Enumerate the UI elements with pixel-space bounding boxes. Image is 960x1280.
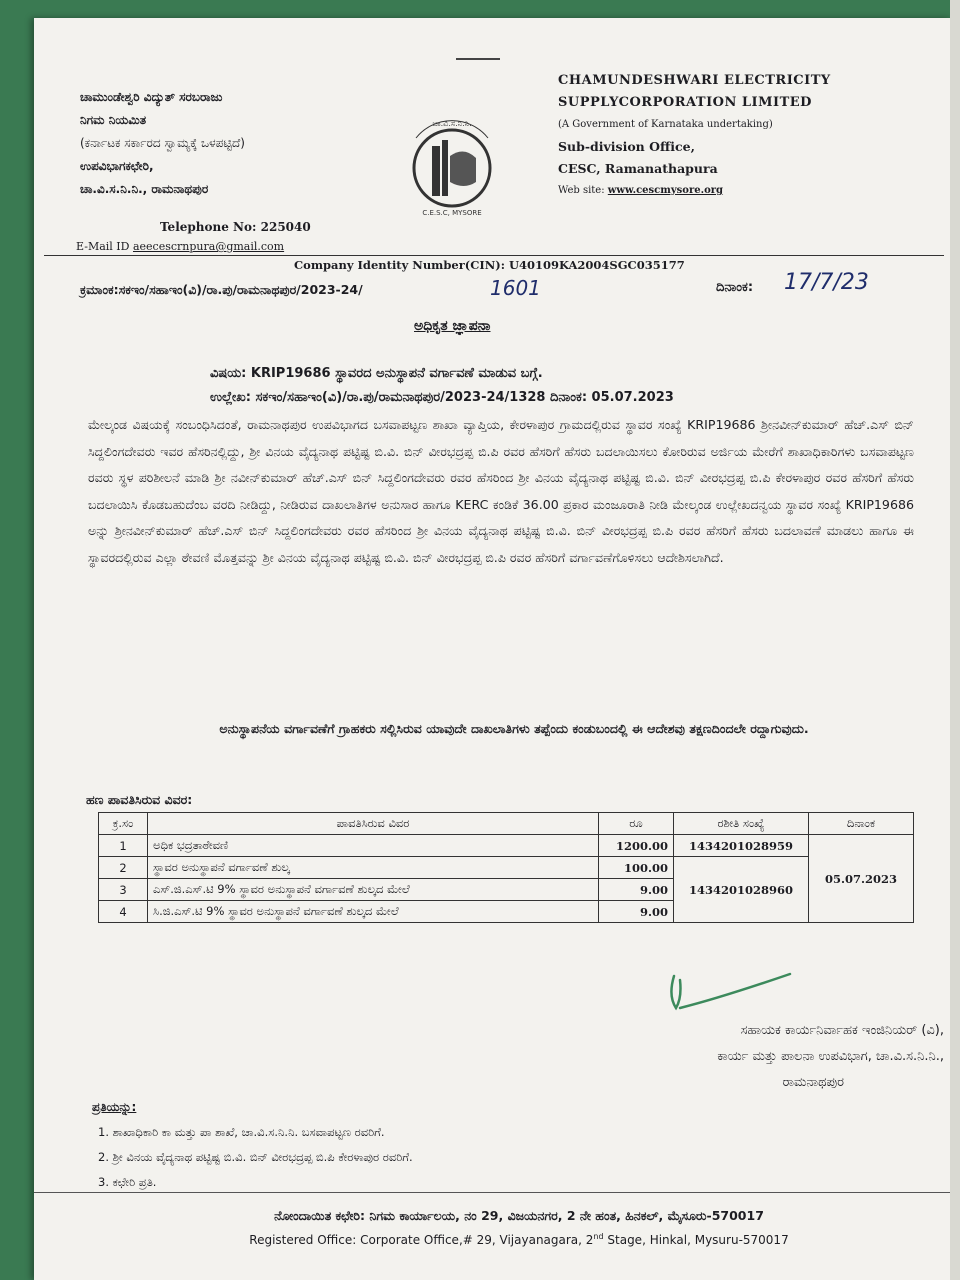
cell-receipt: 1434201028960 (674, 857, 809, 923)
footer-en-prefix: Registered Office: Corporate Office,# 29, Vijayanagara, 2 (249, 1233, 594, 1247)
footer-en-suffix: Stage, Hinkal, Mysuru-570017 (603, 1233, 789, 1247)
cell-sl: 4 (99, 901, 148, 923)
payment-title: ಹಣ ಪಾವತಿಸಿರುವ ವಿವರ: (86, 792, 193, 807)
footer-kannada: ನೋಂದಾಯಿತ ಕಛೇರಿ: ನಿಗಮ ಕಾರ್ಯಾಲಯ, ನಂ 29, ವಿಜಯನಗರ, 2 ನೇ ಹಂತ, ಹಿನಕಲ್, ಮೈಸೂರು-570017 (274, 1208, 764, 1223)
document-page (34, 18, 952, 1280)
cell-amount: 1200.00 (599, 835, 674, 857)
body-paragraph: ಮೇಲ್ಕಂಡ ವಿಷಯಕ್ಕೆ ಸಂಬಂಧಿಸಿದಂತೆ, ರಾಮನಾಥಪುರ ಉಪವಿಭಾಗದ ಬಸವಾಪಟ್ಟಣ ಶಾಖಾ ವ್ಯಾಪ್ತಿಯ, ಕೇರಳಾಪುರ ಗ್ರಾಮದಲ್ಲಿರುವ ಸ್ಥಾವರ ಸಂಖ್ಯೆ KRIP19686 ಶ್ರೀನವೀನ್‌ಕುಮಾರ್ ಹೆಚ್.ಎಸ್ ಬಿನ್ ಸಿದ್ದಲಿಂಗದೇವರು ಇವರ ಹೆಸರಿನಲ್ಲಿದ್ದು, ಶ್ರೀ ವಿನಯ ವೈದ್ಯನಾಥ ಪಟ್ಟಿಷ್ಟ ಬಿ.ವಿ. ಬಿನ್ ವೀರಭದ್ರಪ್ಪ ಬಿ.ಪಿ ರವರ ಹೆಸರಿಗೆ ಹೆಸರು ಬದಲಾಯಿಸಲು ಕೋರಿರುವ ಅರ್ಜಿಯ ಮೇರೆಗೆ ಶಾಖಾಧಿಕಾರಿಗಳು ಬಸವಾಪಟ್ಟಣ ರವರು ಸ್ಥಳ ಪರಿಶೀಲನೆ ಮಾಡಿ ಶ್ರೀ ನವೀನ್‌ಕುಮಾರ್ ಹೆಚ್.ಎಸ್ ಬಿನ್ ಸಿದ್ದಲಿಂಗದೇವರು ರವರ ಹೆಸರಿಂದ ಶ್ರೀ ವಿನಯ ವೈದ್ಯನಾಥ ಪಟ್ಟಿಷ್ಟ ಬಿ.ವಿ. ಬಿನ್ ವೀರಭದ್ರಪ್ಪ ಬಿ.ಪಿ ಕೇರಳಾಪುರ ರವರ ಹೆಸರಿಗೆ ಹೆಸರು ಬದಲಾಯಿಸಿ ಕೊಡಬಹುದೆಂಬ ವರದಿ ನೀಡಿದ್ದು, ನೀಡಿರುವ ದಾಖಲಾತಿಗಳ ಅನುಸಾರ ಹಾಗೂ KERC ಕಂಡಿಕೆ 36.00 ಪ್ರಕಾರ ಮಂಜೂರಾತಿ ನೀಡಿ ಮೇಲ್ಕಂಡ ಉಲ್ಲೇಖದನ್ವಯ ಸ್ಥಾವರ ಸಂಖ್ಯೆ KRIP19686 ಅನ್ನು ಶ್ರೀನವೀನ್‌ಕುಮಾರ್ ಹೆಚ್.ಎಸ್ ಬಿನ್ ಸಿದ್ದಲಿಂಗದೇವರು ರವರ ಹೆಸರಿಂದ ಶ್ರೀ ವಿನಯ ವೈದ್ಯನಾಥ ಪಟ್ಟಿಷ್ಟ ಬಿ.ವಿ. ಬಿನ್ ವೀರಭದ್ರಪ್ಪ ಬಿ.ಪಿ ರವರ ಹೆಸರಿಗೆ ಹೆಸರು ಬದಲಾವಣೆ ಮಾಡಲು ಹಾಗೂ ಈ ಸ್ಥಾವರದಲ್ಲಿರುವ ಎಲ್ಲಾ ಠೇವಣಿ ಮೊತ್ತವನ್ನು ಶ್ರೀ ವಿನಯ ವೈದ್ಯನಾಥ ಪಟ್ಟಿಷ್ಟ ಬಿ.ವಿ. ಬಿನ್ ವೀರಭದ್ರಪ್ಪ ಬಿ.ಪಿ ರವರ ಹೆಸರಿಗೆ ವರ್ಗಾವಣೆಗೊಳಿಸಲು ಆದೇಶಿಸಲಾಗಿದೆ. (88, 417, 914, 565)
signature-block (534, 1018, 944, 1096)
company-name-line2: SUPPLYCORPORATION LIMITED (558, 95, 812, 110)
payment-table (98, 812, 914, 923)
office-label: Sub-division Office, (558, 139, 695, 154)
copy-item: 2. ಶ್ರೀ ವಿನಯ ವೈದ್ಯನಾಥ ಪಟ್ಟಿಷ್ಟ ಬಿ.ವಿ. ಬಿನ್ ವೀರಭದ್ರಪ್ಪ ಬಿ.ಪಿ ಕೇರಳಾಪುರ ರವರಿಗೆ. (98, 1150, 413, 1164)
website-link[interactable]: www.cescmysore.org (607, 185, 724, 196)
cell-sl: 2 (99, 857, 148, 879)
cesc-logo-icon (402, 116, 502, 216)
govt-note: (A Government of Karnataka undertaking) (558, 119, 773, 130)
signature-designation: ಸಹಾಯಕ ಕಾರ್ಯನಿರ್ವಾಹಕ ಇಂಜಿನಿಯರ್ (ವಿ), (740, 1023, 944, 1038)
cell-receipt: 1434201028959 (674, 835, 809, 857)
copy-item: 3. ಕಛೇರಿ ಪ್ರತಿ. (98, 1175, 157, 1189)
cell-sl: 3 (99, 879, 148, 901)
office-place: CESC, Ramanathapura (558, 161, 718, 176)
email-line (76, 240, 284, 253)
website-label: Web site: (558, 185, 605, 196)
subject-line: ವಿಷಯ: KRIP19686 ಸ್ಥಾವರದ ಅನುಸ್ಥಾಪನೆ ವರ್ಗಾವಣೆ ಮಾಡುವ ಬಗ್ಗೆ. (210, 366, 543, 381)
letterhead-kn-line: (ಕರ್ನಾಟಕ ಸರ್ಕಾರದ ಸ್ವಾಮ್ಯಕ್ಕೆ ಒಳಪಟ್ಟಿದೆ) (80, 136, 245, 150)
date-label: ದಿನಾಂಕ: (716, 280, 754, 295)
cell-desc: ಎಸ್.ಜಿ.ಎಸ್.ಟಿ 9% ಸ್ಥಾವರ ಅನುಸ್ಥಾಪನೆ ವರ್ಗಾವಣೆ ಶುಲ್ಕದ ಮೇಲೆ (148, 879, 599, 901)
handwritten-ref-number: 1601 (490, 276, 541, 300)
logo-text-bottom: C.E.S.C, MYSORE (422, 209, 482, 216)
letterhead-kn-line: ಉಪವಿಭಾಗಕಛೇರಿ, (80, 159, 154, 173)
copies-title: ಪ್ರತಿಯನ್ನು: (92, 1100, 137, 1114)
background-edge (950, 0, 960, 1280)
col-header-desc: ಪಾವತಿಸಿರುವ ವಿವರ (148, 813, 599, 835)
cell-desc: ಸ್ಥಾವರ ಅನುಸ್ಥಾಪನೆ ವರ್ಗಾವಣೆ ಶುಲ್ಕ (148, 857, 599, 879)
email-label: E-Mail ID (76, 240, 130, 253)
col-header-date: ದಿನಾಂಕ (809, 813, 914, 835)
top-dash-mark (456, 58, 500, 60)
copy-item: 1. ಶಾಖಾಧಿಕಾರಿ ಕಾ ಮತ್ತು ಪಾ ಶಾಖೆ, ಚಾ.ವಿ.ಸ.ನಿ.ನಿ. ಬಸವಾಪಟ್ಟಣ ರವರಿಗೆ. (98, 1125, 385, 1139)
telephone: Telephone No: 225040 (160, 220, 311, 234)
logo-text-top: ಚಾ.ವಿ.ಸ.ನಿ.ನಿ. (432, 119, 472, 128)
handwritten-date: 17/7/23 (784, 270, 869, 295)
reference-line: ಉಲ್ಲೇಖ: ಸಕಇಂ/ಸಹಾಇಂ(ವಿ)/ರಾ.ಪು/ರಾಮನಾಥಪುರ/2023-24/1328 ದಿನಾಂಕ: 05.07.2023 (210, 390, 674, 405)
letterhead-kn-line: ಚಾ.ವಿ.ಸ.ನಿ.ನಿ., ರಾಮನಾಥಪುರ (80, 182, 209, 196)
footer-en-sup: nd (593, 1232, 604, 1241)
cancellation-note: ಅನುಸ್ಥಾಪನೆಯ ವರ್ಗಾವಣೆಗೆ ಗ್ರಾಹಕರು ಸಲ್ಲಿಸಿರುವ ಯಾವುದೇ ದಾಖಲಾತಿಗಳು ತಪ್ಪೆಂದು ಕಂಡುಬಂದಲ್ಲಿ ಈ ಆದೇಶವು ತಕ್ಷಣದಿಂದಲೇ ರದ್ದಾಗುವುದು. (219, 721, 809, 736)
footer-rule (34, 1192, 952, 1193)
letterhead-kannada (80, 86, 245, 201)
table-header-row (99, 813, 914, 835)
copies-list (98, 1120, 413, 1195)
cell-desc: ಅಧಿಕ ಭದ್ರತಾಠೇವಣಿ (148, 835, 599, 857)
cell-sl: 1 (99, 835, 148, 857)
col-header-receipt: ರಶೀತಿ ಸಂಖ್ಯೆ (674, 813, 809, 835)
letterhead-rule (44, 255, 944, 256)
reference-number: ಕ್ರಮಾಂಕ:ಸಕಇಂ/ಸಹಾಇಂ(ವಿ)/ರಾ.ಪು/ರಾಮನಾಥಪುರ/2023-24/ (80, 282, 363, 297)
email-link[interactable]: aeecescrnpura@gmail.com (132, 240, 285, 253)
cell-amount: 100.00 (599, 857, 674, 879)
col-header-amount: ರೂ (599, 813, 674, 835)
cell-date: 05.07.2023 (809, 835, 914, 923)
signature-office: ಕಾರ್ಯ ಮತ್ತು ಪಾಲನಾ ಉಪವಿಭಾಗ, ಚಾ.ವಿ.ಸ.ನಿ.ನಿ., (717, 1049, 944, 1064)
letterhead-english (558, 70, 831, 202)
cell-amount: 9.00 (599, 901, 674, 923)
signature-place: ರಾಮನಾಥಪುರ (782, 1075, 844, 1090)
memo-heading: ಅಧಿಕೃತ ಜ್ಞಾಪನಾ (414, 318, 491, 334)
footer-english (94, 1232, 944, 1247)
letterhead-kn-line: ಚಾಮುಂಡೇಶ್ವರಿ ವಿದ್ಯುತ್ ಸರಬರಾಜು (80, 90, 223, 104)
cin-number: Company Identity Number(CIN): U40109KA2004SGC035177 (294, 258, 685, 272)
cell-amount: 9.00 (599, 879, 674, 901)
company-name-line1: CHAMUNDESHWARI ELECTRICITY (558, 73, 831, 88)
cell-desc: ಸಿ.ಜಿ.ಎಸ್.ಟಿ 9% ಸ್ಥಾವರ ಅನುಸ್ಥಾಪನೆ ವರ್ಗಾವಣೆ ಶುಲ್ಕದ ಮೇಲೆ (148, 901, 599, 923)
col-header-sl: ಕ್ರ.ಸಂ (99, 813, 148, 835)
table-row (99, 835, 914, 857)
table-row (99, 857, 914, 879)
letterhead-kn-line: ನಿಗಮ ನಿಯಮಿತ (80, 113, 147, 127)
